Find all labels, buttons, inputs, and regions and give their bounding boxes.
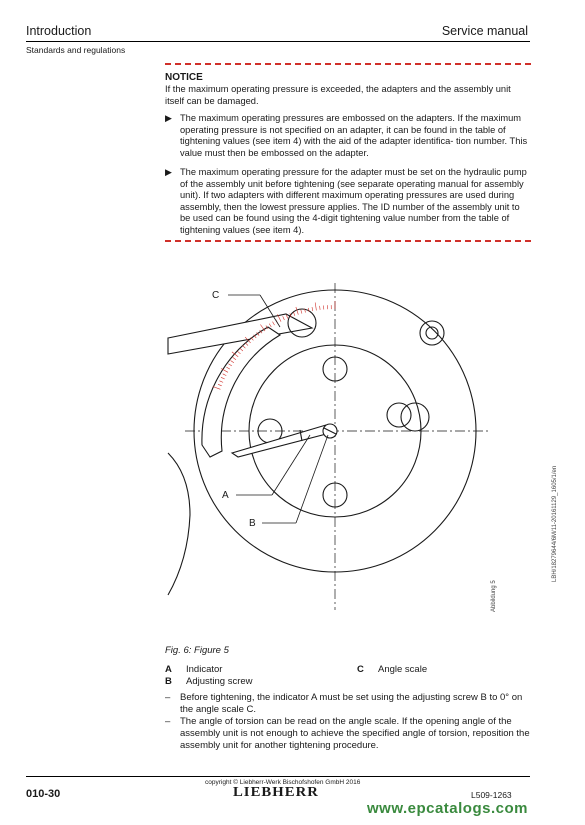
notice-box: [165, 63, 531, 242]
figure-5-drawing: [150, 275, 495, 620]
document-side-id: LBH/18279644/6M/11-20161129_1605/1/en: [552, 465, 558, 582]
scale-tick: [294, 312, 295, 316]
document-number: L509-1263: [471, 790, 512, 800]
legend-key: A: [165, 664, 172, 675]
figure-vertical-note: Abbildung 5: [491, 580, 497, 612]
scale-tick: [301, 310, 302, 314]
figure-caption: Fig. 6: Figure 5: [165, 645, 229, 656]
legend-key: C: [357, 664, 364, 675]
notice-top-border: [165, 63, 531, 65]
legend-text: Angle scale: [378, 664, 428, 675]
label-c: C: [212, 290, 220, 301]
scale-tick: [315, 303, 316, 311]
scale-tick: [312, 307, 313, 311]
notice-title: NOTICE: [165, 72, 203, 83]
scale-tick: [320, 306, 321, 310]
arrow-right-icon: ▶: [165, 167, 172, 177]
notice-text: If the maximum operating pressure is exceeded, the adapters and the assembly unit itself can be damaged.: [165, 84, 511, 106]
label-a: A: [222, 490, 229, 501]
section-title: Introduction: [26, 24, 92, 38]
legend-key: B: [165, 676, 172, 687]
manual-title: Service manual: [441, 24, 528, 38]
scale-tick: [308, 308, 309, 312]
dash-icon: –: [165, 716, 171, 727]
header-divider: [26, 41, 530, 42]
notice-bottom-border: [165, 240, 531, 242]
page-number: 010-30: [26, 788, 61, 800]
nut: [420, 321, 444, 345]
notice-bullet-text: The maximum operating pressures are embossed on the adapters. If the maximum operating pressure is not specified on an adapter, it can be found in the table of tightening values (see item 4) with the aid of the adapter identifica- tion number. This value must then be embossed on the adapter.: [180, 113, 528, 158]
legend-text: Indicator: [186, 664, 223, 675]
lever-arm-bottom: [168, 453, 190, 595]
brand-logo: LIEBHERR: [232, 785, 319, 800]
notice-bullet-text: The maximum operating pressure for the adapter must be set on the hydraulic pump of the assembly unit before tightening (see separate operating manual for assembly unit). If two adapters with different maximum operating pressures are used during assembly, then the lowest pressure applies. The ID number of the assembly unit to be used can be found using the 4-digit tightening value number from the table of tightening values (see item 4).: [180, 167, 527, 235]
subsection-title: Standards and regulations: [26, 45, 126, 55]
copyright-text: copyright © Liebherr-Werk Bischofshofen GmbH 2016: [205, 779, 361, 786]
step-text: The angle of torsion can be read on the angle scale. If the opening angle of the assembly unit is not enough to achieve the specified angle of torsion, reposition the assembly unit for another tightening procedure.: [180, 716, 530, 751]
dash-icon: –: [165, 692, 171, 703]
legend-text: Adjusting screw: [186, 676, 253, 687]
watermark: www.epcatalogs.com: [367, 800, 528, 817]
label-b: B: [249, 518, 256, 529]
footer-divider: [26, 776, 530, 777]
step-text: Before tightening, the indicator A must be set using the adjusting screw B to 0° on the angle scale C.: [180, 692, 523, 715]
arrow-right-icon: ▶: [165, 113, 172, 123]
